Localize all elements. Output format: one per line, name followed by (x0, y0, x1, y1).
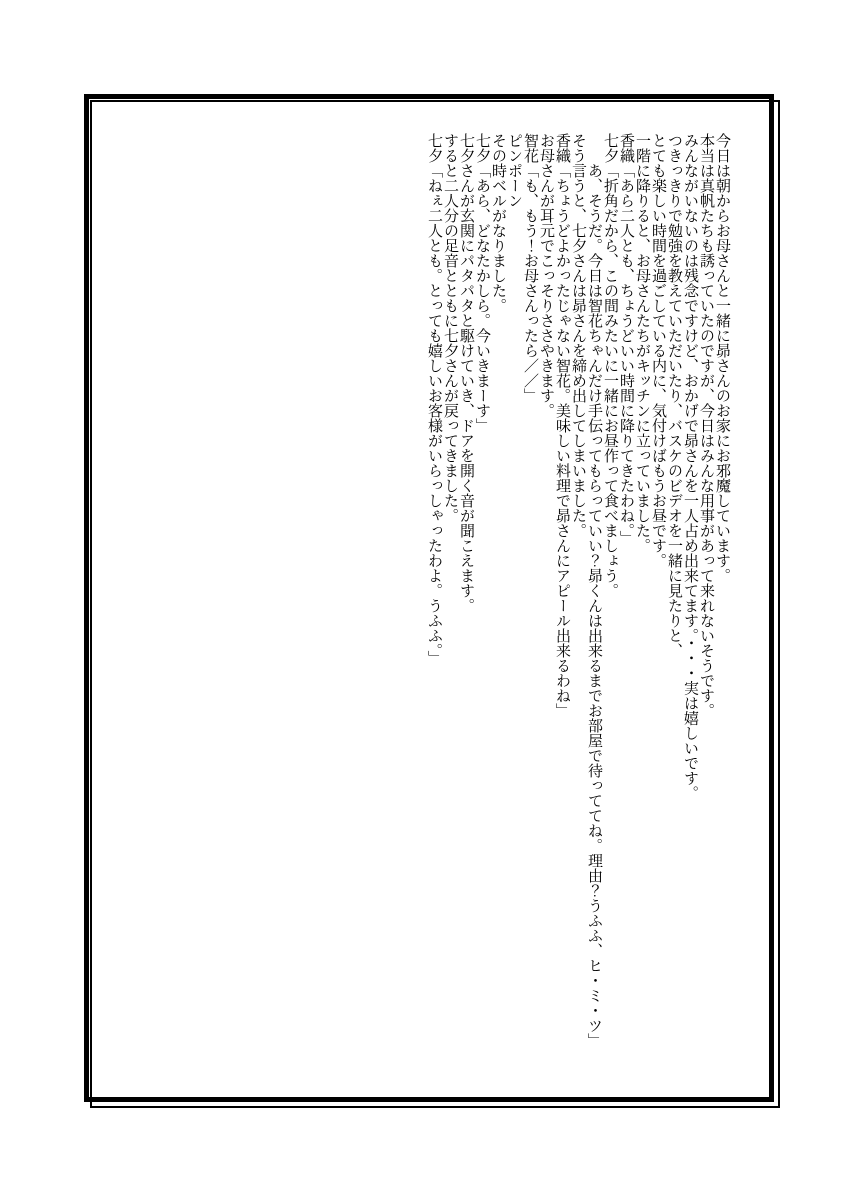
story-line: 七夕「あら、どなたかしら。今いきまーす」 (474, 133, 492, 433)
story-line: 七夕さんが玄関にパタパタと駆けていき、ドアを開く音が聞こえます。 (458, 133, 476, 613)
story-line: 本当は真帆たちも誘っていたのですが、今日はみんな用事があって来れないそうです。 (698, 133, 716, 718)
story-line: その時ベルがなりました。 (490, 133, 508, 313)
story-line: あ、そうだ。今日は智花ちゃんだけ手伝ってもらっていい？昴くんは出来るまでお部屋で待っててね。理由？うふふ、ヒ・ミ・ツ」 (586, 163, 604, 1048)
story-line: とても楽しい時間を過ごしている内に、気付けばもうお昼です。 (650, 133, 668, 568)
story-line: 香織「ちょうどよかったじゃない智花。美味しい料理で昴さんにアピール出来るわね」 (554, 133, 572, 718)
story-line: 香織「あら二人とも、ちょうどいい時間に降りてきたわね。」 (618, 133, 636, 546)
story-text (100, 133, 731, 1093)
story-line: 七夕「ねぇ二人とも。とっても嬉しいお客様がいらっしゃったわよ。うふふ。」 (426, 133, 444, 666)
story-line: すると二人分の足音とともに七夕さんが戻ってきました。 (442, 133, 460, 523)
story-line: 一階に降りると、お母さんたちがキッチンに立っていました。 (634, 133, 652, 553)
story-line: お母さんが耳元でこっそりささやきます。 (538, 133, 556, 418)
story-line: そう言うと、七夕さんは昴さんを締め出してしまいました。 (570, 133, 588, 538)
story-line: 今日は朝からお母さんと一緒に昴さんのお家にお邪魔しています。 (714, 133, 732, 583)
story-line: 智花「も、もう！お母さんったら／／」 (522, 133, 540, 403)
story-line: ピンポーン (506, 133, 524, 208)
story-line: 七夕「折角だから、この間みたいに一緒にお昼作って食べましょう。 (602, 133, 620, 598)
story-line: みんながいないのは残念ですけど、おかげで昴さんを一人占め出来てます。・・・実は嬉しいです。 (682, 133, 700, 801)
story-line: つきっきりで勉強を教えていただいたり、バスケのビデオを一緒に見たりと、 (666, 133, 684, 658)
